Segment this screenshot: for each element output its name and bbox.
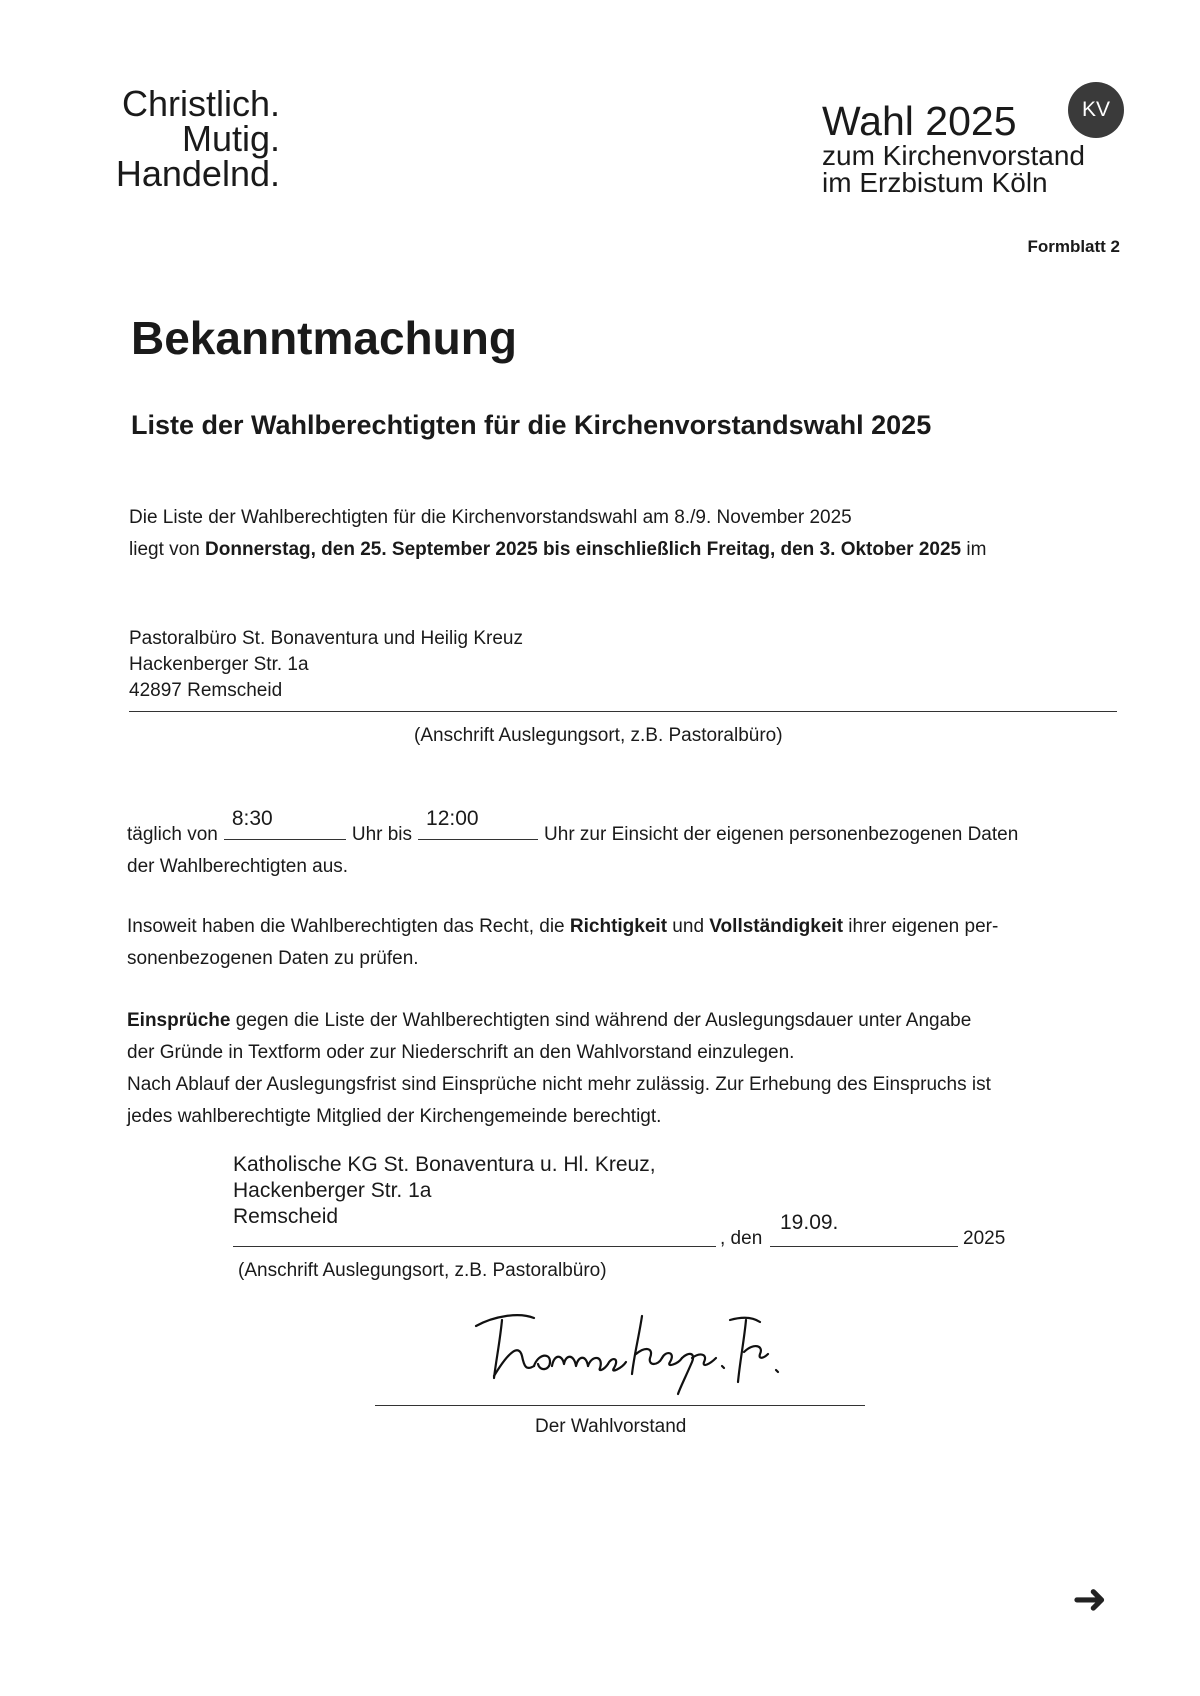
- from-time-field: [224, 807, 346, 840]
- to-time-field: [418, 807, 538, 840]
- address-line-1: Pastoralbüro St. Bonaventura und Heilig Kreuz: [129, 628, 523, 649]
- rights-line-2: sonenbezogenen Daten zu prüfen.: [127, 948, 419, 969]
- date-rule: [770, 1246, 958, 1247]
- rights-paragraph: [127, 911, 1127, 975]
- signature-rule: [375, 1405, 865, 1406]
- address-caption: (Anschrift Auslegungsort, z.B. Pastoralbüro): [414, 725, 783, 746]
- address-line-3: 42897 Remscheid: [129, 680, 283, 701]
- sender-line-1: Katholische KG St. Bonaventura u. Hl. Kreuz,: [233, 1153, 656, 1176]
- motto: [80, 83, 280, 194]
- objections-paragraph: [127, 1005, 1127, 1133]
- intro-line-2: liegt von Donnerstag, den 25. September 2025 bis einschließlich Freitag, den 3. Oktober 2025 im: [129, 539, 987, 560]
- display-address: [129, 626, 523, 704]
- arrow-right-icon: ➜: [1072, 1575, 1108, 1622]
- election-subtitle-1: zum Kirchenvorstand: [822, 140, 1086, 171]
- handwritten-signature: [464, 1296, 794, 1396]
- election-title: Wahl 2025: [822, 98, 1017, 144]
- date-prefix: , den: [720, 1228, 763, 1249]
- date-value: 19.09.: [780, 1211, 839, 1234]
- hours-line-1: täglich von 8:30 Uhr bis 12:00 Uhr zur Einsicht der eigenen personenbezogenen Daten: [127, 817, 1127, 851]
- intro-paragraph: [129, 502, 1129, 566]
- page-subtitle: Liste der Wahlberechtigten für die Kirchenvorstandswahl 2025: [131, 410, 932, 440]
- election-logo: [822, 100, 1085, 196]
- objections-line-4: jedes wahlberechtigte Mitglied der Kirchengemeinde berechtigt.: [127, 1106, 662, 1127]
- motto-line-1: Christlich.: [121, 83, 280, 124]
- address-rule: [129, 711, 1117, 712]
- to-time-value: 12:00: [426, 807, 479, 830]
- kv-badge: KV: [1068, 82, 1124, 138]
- sender-line-3: Remscheid: [233, 1205, 339, 1228]
- sender-address: [233, 1152, 656, 1230]
- form-label: Formblatt 2: [1027, 237, 1120, 256]
- rights-line-1: Insoweit haben die Wahlberechtigten das Recht, die Richtigkeit und Vollständigkeit ihrer eigenen per-: [127, 916, 999, 937]
- election-subtitle-2: im Erzbistum Köln: [822, 167, 1048, 198]
- page-title: Bekanntmachung: [131, 312, 517, 364]
- address-line-2: Hackenberger Str. 1a: [129, 654, 309, 675]
- from-time-value: 8:30: [231, 807, 273, 830]
- objections-line-2: der Gründe in Textform oder zur Niederschrift an den Wahlvorstand einzulegen.: [127, 1042, 795, 1063]
- intro-period: Donnerstag, den 25. September 2025 bis einschließlich Freitag, den 3. Oktober 2025: [205, 539, 962, 560]
- motto-line-3: Handelnd.: [115, 153, 280, 194]
- date-year: 2025: [963, 1228, 1006, 1249]
- motto-line-2: Mutig.: [181, 118, 280, 159]
- hours-line-2: der Wahlberechtigten aus.: [127, 856, 349, 877]
- sender-caption: (Anschrift Auslegungsort, z.B. Pastoralbüro): [238, 1260, 607, 1281]
- signer-title: Der Wahlvorstand: [535, 1416, 687, 1437]
- objections-line-3: Nach Ablauf der Auslegungsfrist sind Einsprüche nicht mehr zulässig. Zur Erhebung des Einspruchs ist: [127, 1074, 991, 1095]
- intro-line-1: Die Liste der Wahlberechtigten für die Kirchenvorstandswahl am 8./9. November 2025: [129, 507, 852, 528]
- hours-paragraph: [127, 807, 1127, 883]
- sender-line-2: Hackenberger Str. 1a: [233, 1179, 432, 1202]
- sender-rule: [233, 1246, 716, 1247]
- objections-line-1: Einsprüche gegen die Liste der Wahlberechtigten sind während der Auslegungsdauer unter Angabe: [127, 1010, 972, 1031]
